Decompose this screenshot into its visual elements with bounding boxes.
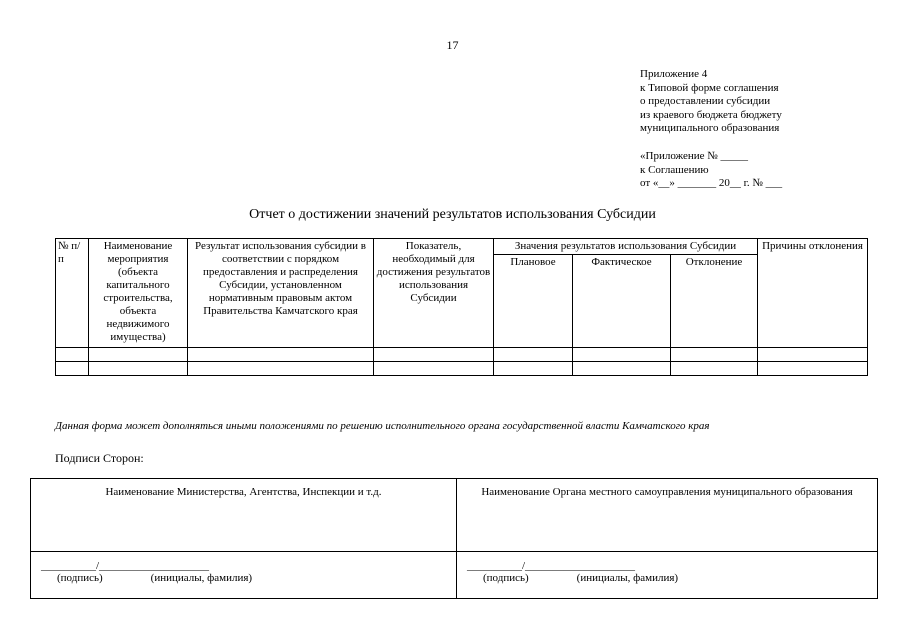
- signature-caption-sign: (подпись): [483, 572, 529, 584]
- municipality-signature-cell[interactable]: [457, 552, 878, 599]
- table-cell[interactable]: [494, 348, 573, 362]
- appendix-line: из краевого бюджета бюджету: [640, 108, 782, 121]
- table-cell[interactable]: [758, 362, 868, 376]
- agreement-line: к Соглашению: [640, 163, 709, 176]
- table-cell[interactable]: [758, 348, 868, 362]
- agreement-reference: [640, 150, 782, 191]
- signature-caption-sign: (подпись): [57, 572, 103, 584]
- table-cell[interactable]: [56, 348, 89, 362]
- table-cell[interactable]: [188, 348, 374, 362]
- signature-caption-name: (инициалы, фамилия): [150, 572, 253, 584]
- header-actual: Фактическое: [573, 255, 671, 348]
- table-cell[interactable]: [573, 348, 671, 362]
- appendix-line: к Типовой форме соглашения: [640, 81, 779, 94]
- header-deviation: Отклонение: [671, 255, 758, 348]
- municipality-name-cell: Наименование Органа местного самоуправления муниципального образования: [457, 479, 878, 552]
- table-cell[interactable]: [89, 348, 188, 362]
- table-cell[interactable]: [188, 362, 374, 376]
- table-row: [56, 362, 868, 376]
- appendix-line: Приложение 4: [640, 68, 708, 80]
- table-cell[interactable]: [494, 362, 573, 376]
- signature-caption: [57, 572, 252, 584]
- table-cell[interactable]: [573, 362, 671, 376]
- header-planned: Плановое: [494, 255, 573, 348]
- page-number: 17: [446, 38, 459, 52]
- header-indicator: Показатель, необходимый для достижения результатов использования Субсидии: [374, 239, 494, 348]
- table-cell[interactable]: [671, 362, 758, 376]
- appendix-block: [640, 68, 782, 136]
- ministry-name-cell: Наименование Министерства, Агентства, Инспекции и т.д.: [31, 479, 457, 552]
- appendix-line: о предоставлении субсидии: [640, 95, 771, 107]
- header-event-name: Наименование мероприятия (объекта капитального строительства, объекта недвижимого имущества): [89, 239, 188, 348]
- table-cell[interactable]: [374, 362, 494, 376]
- signatures-table: [30, 478, 878, 599]
- signature-caption-name: (инициалы, фамилия): [576, 572, 679, 584]
- ministry-signature-cell[interactable]: [31, 552, 457, 599]
- agreement-line: «Приложение № _____: [640, 150, 749, 162]
- signature-caption: [483, 572, 678, 584]
- signature-line: __________/____________________: [467, 560, 636, 572]
- table-cell[interactable]: [374, 348, 494, 362]
- header-reasons: Причины отклонения: [758, 239, 868, 348]
- signature-line: __________/____________________: [41, 560, 210, 572]
- table-cell[interactable]: [89, 362, 188, 376]
- table-cell[interactable]: [671, 348, 758, 362]
- signatures-label: Подписи Сторон:: [55, 451, 144, 465]
- report-title: Отчет о достижении значений результатов использования Субсидии: [249, 207, 656, 222]
- table-cell[interactable]: [56, 362, 89, 376]
- agreement-line: от «__» _______ 20__ г. № ___: [640, 177, 783, 189]
- results-table: [55, 238, 868, 376]
- header-values-group: Значения результатов использования Субсидии: [494, 239, 758, 255]
- form-note: Данная форма может дополняться иными положениями по решению исполнительного органа государственной власти Камчатского края: [55, 420, 710, 432]
- appendix-line: муниципального образования: [640, 122, 780, 134]
- header-result: Результат использования субсидии в соответствии с порядком предоставления и распределения Субсидии, установленном нормативным правовым актом Правительства Камчатского края: [188, 239, 374, 348]
- header-number: № п/п: [56, 239, 89, 348]
- table-row: [56, 348, 868, 362]
